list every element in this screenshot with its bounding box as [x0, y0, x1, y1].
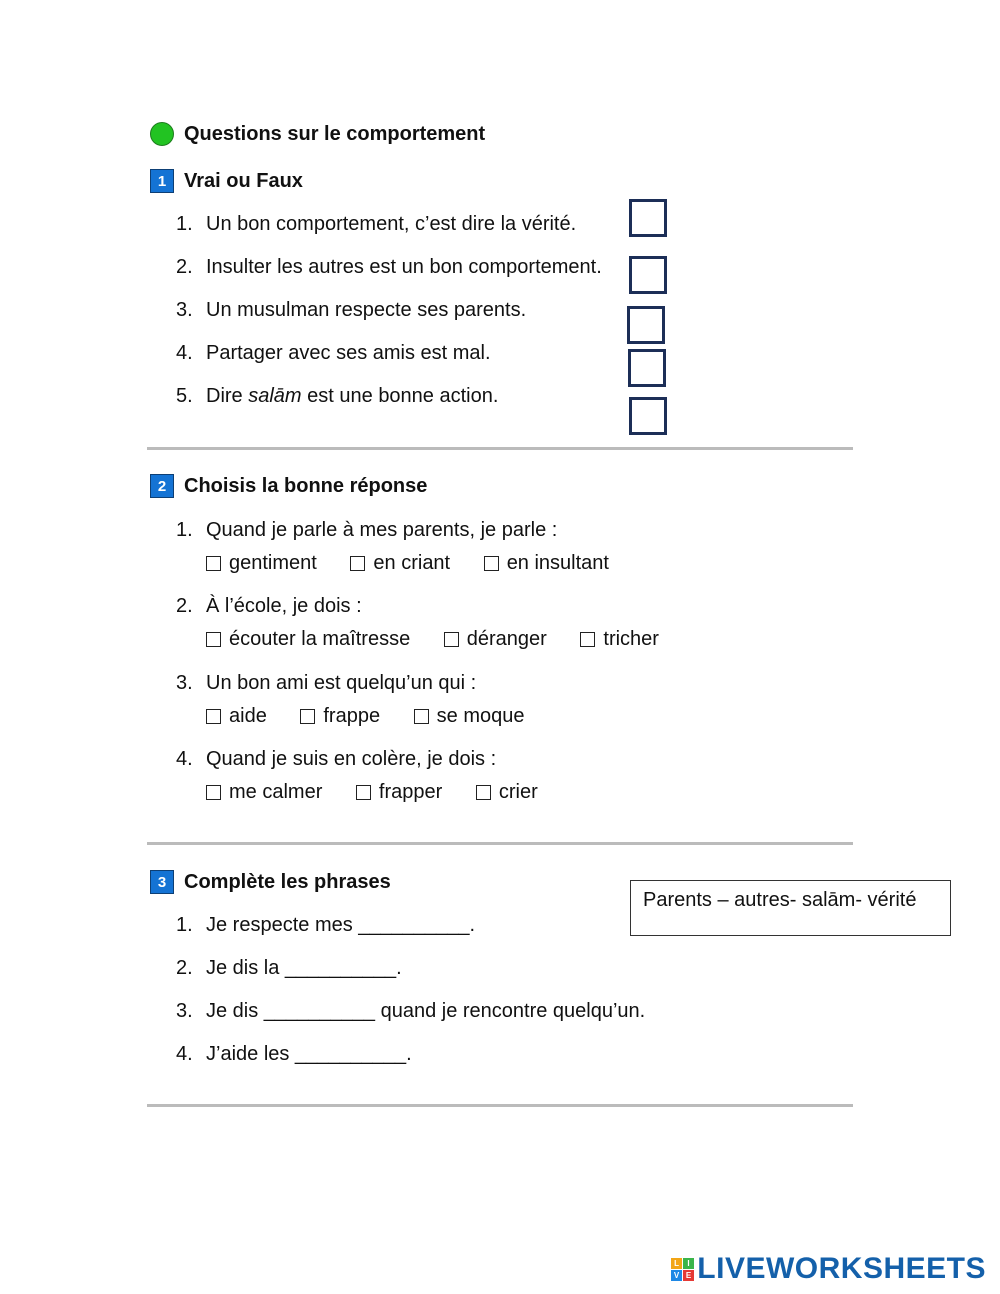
tf-question-number: 2.	[176, 256, 193, 278]
section-3-badge: 3	[150, 870, 174, 894]
checkbox-icon[interactable]	[350, 556, 365, 571]
fill-sentence-3	[176, 998, 645, 1024]
mc-option[interactable]	[350, 550, 450, 576]
tf-answer-box-3[interactable]	[627, 306, 665, 344]
fill-sentence-number: 4.	[176, 1043, 193, 1065]
mc-options-3	[206, 703, 553, 731]
mc-option-label: écouter la maîtresse	[229, 628, 411, 650]
mc-option[interactable]	[206, 550, 317, 576]
mc-question-4	[176, 746, 496, 772]
mc-option-label: aide	[229, 705, 267, 727]
mc-question-text: Quand je parle à mes parents, je parle :	[206, 519, 558, 541]
checkbox-icon[interactable]	[206, 785, 221, 800]
mc-question-3	[176, 670, 476, 696]
checkbox-icon[interactable]	[206, 709, 221, 724]
tf-question-number: 1.	[176, 213, 193, 235]
tf-question-number: 4.	[176, 342, 193, 364]
tf-answer-box-4[interactable]	[628, 349, 666, 387]
logo-mark-icon	[671, 1258, 694, 1281]
mc-option-label: en insultant	[506, 552, 609, 574]
logo-text: LIVEWORKSHEETS	[697, 1252, 986, 1285]
title-bullet-icon	[150, 122, 174, 146]
mc-question-number: 2.	[176, 595, 193, 617]
tf-question-number: 3.	[176, 299, 193, 321]
tf-question-2	[176, 254, 602, 280]
fill-sentence-text[interactable]: Je respecte mes __________.	[206, 914, 476, 936]
fill-sentence-number: 3.	[176, 1000, 193, 1022]
logo-mark-tile: E	[683, 1270, 694, 1281]
mc-question-2	[176, 593, 362, 619]
checkbox-icon[interactable]	[206, 632, 221, 647]
checkbox-icon[interactable]	[206, 556, 221, 571]
mc-options-4	[206, 779, 566, 807]
tf-question-1	[176, 211, 576, 237]
fill-sentence-2	[176, 955, 402, 981]
checkbox-icon[interactable]	[356, 785, 371, 800]
tf-question-text-start: Dire	[206, 385, 249, 407]
mc-question-number: 1.	[176, 519, 193, 541]
checkbox-icon[interactable]	[580, 632, 595, 647]
mc-option[interactable]	[414, 703, 525, 729]
checkbox-icon[interactable]	[300, 709, 315, 724]
mc-question-text: Un bon ami est quelqu’un qui :	[206, 672, 477, 694]
mc-options-1	[206, 550, 637, 578]
mc-option-label: en criant	[373, 552, 451, 574]
mc-option[interactable]	[206, 703, 267, 729]
mc-question-number: 3.	[176, 672, 193, 694]
mc-option-label: gentiment	[229, 552, 317, 574]
mc-option[interactable]	[580, 626, 659, 652]
mc-option[interactable]	[444, 626, 547, 652]
mc-option[interactable]	[476, 779, 538, 805]
fill-sentence-4	[176, 1041, 412, 1067]
mc-question-number: 4.	[176, 748, 193, 770]
mc-question-text: À l’école, je dois :	[206, 595, 362, 617]
mc-option[interactable]	[206, 626, 410, 652]
mc-options-2	[206, 626, 687, 654]
checkbox-icon[interactable]	[476, 785, 491, 800]
mc-option-label: se moque	[436, 705, 525, 727]
section-2-badge: 2	[150, 474, 174, 498]
section-1-badge: 1	[150, 169, 174, 193]
section-3-heading: Complète les phrases	[184, 871, 391, 893]
fill-sentence-number: 2.	[176, 957, 193, 979]
tf-question-text: Insulter les autres est un bon comportement.	[206, 256, 602, 278]
logo-mark-tile: L	[671, 1258, 682, 1269]
worksheet-title: Questions sur le comportement	[184, 123, 486, 145]
logo-mark-tile: V	[671, 1270, 682, 1281]
tf-answer-box-2[interactable]	[629, 256, 667, 294]
section-divider	[147, 1104, 853, 1107]
fill-sentence-number: 1.	[176, 914, 193, 936]
liveworksheets-logo[interactable]	[671, 1252, 986, 1286]
tf-answer-box-1[interactable]	[629, 199, 667, 237]
tf-question-text: Un bon comportement, c’est dire la vérité.	[206, 213, 577, 235]
logo-mark-tile: I	[683, 1258, 694, 1269]
mc-option[interactable]	[484, 550, 609, 576]
tf-question-4	[176, 340, 491, 366]
tf-question-5	[176, 383, 498, 409]
fill-sentence-text[interactable]: J’aide les __________.	[206, 1043, 412, 1065]
mc-option-label: frappe	[323, 705, 381, 727]
tf-question-text: Un musulman respecte ses parents.	[206, 299, 527, 321]
fill-sentence-text[interactable]: Je dis __________ quand je rencontre quelqu’un.	[206, 1000, 646, 1022]
mc-option[interactable]	[206, 779, 322, 805]
checkbox-icon[interactable]	[444, 632, 459, 647]
mc-option-label: crier	[498, 781, 538, 803]
tf-question-text-end: est une bonne action.	[301, 385, 499, 407]
mc-option-label: déranger	[466, 628, 547, 650]
fill-sentence-text[interactable]: Je dis la __________.	[206, 957, 402, 979]
mc-question-1	[176, 517, 557, 543]
mc-option-label: tricher	[603, 628, 659, 650]
tf-answer-box-5[interactable]	[629, 397, 667, 435]
tf-question-text-italic: salām	[248, 385, 302, 407]
section-divider	[147, 842, 853, 845]
mc-option[interactable]	[300, 703, 380, 729]
checkbox-icon[interactable]	[414, 709, 429, 724]
word-bank: Parents – autres- salām- vérité	[630, 880, 951, 936]
mc-option-label: me calmer	[229, 781, 323, 803]
mc-option-label: frapper	[378, 781, 443, 803]
section-divider	[147, 447, 853, 450]
fill-sentence-1	[176, 912, 475, 938]
tf-question-number: 5.	[176, 385, 193, 407]
tf-question-text: Partager avec ses amis est mal.	[206, 342, 491, 364]
tf-question-3	[176, 297, 526, 323]
mc-question-text: Quand je suis en colère, je dois :	[206, 748, 497, 770]
checkbox-icon[interactable]	[484, 556, 499, 571]
section-1-heading: Vrai ou Faux	[184, 170, 303, 192]
section-2-heading: Choisis la bonne réponse	[184, 475, 428, 497]
mc-option[interactable]	[356, 779, 442, 805]
